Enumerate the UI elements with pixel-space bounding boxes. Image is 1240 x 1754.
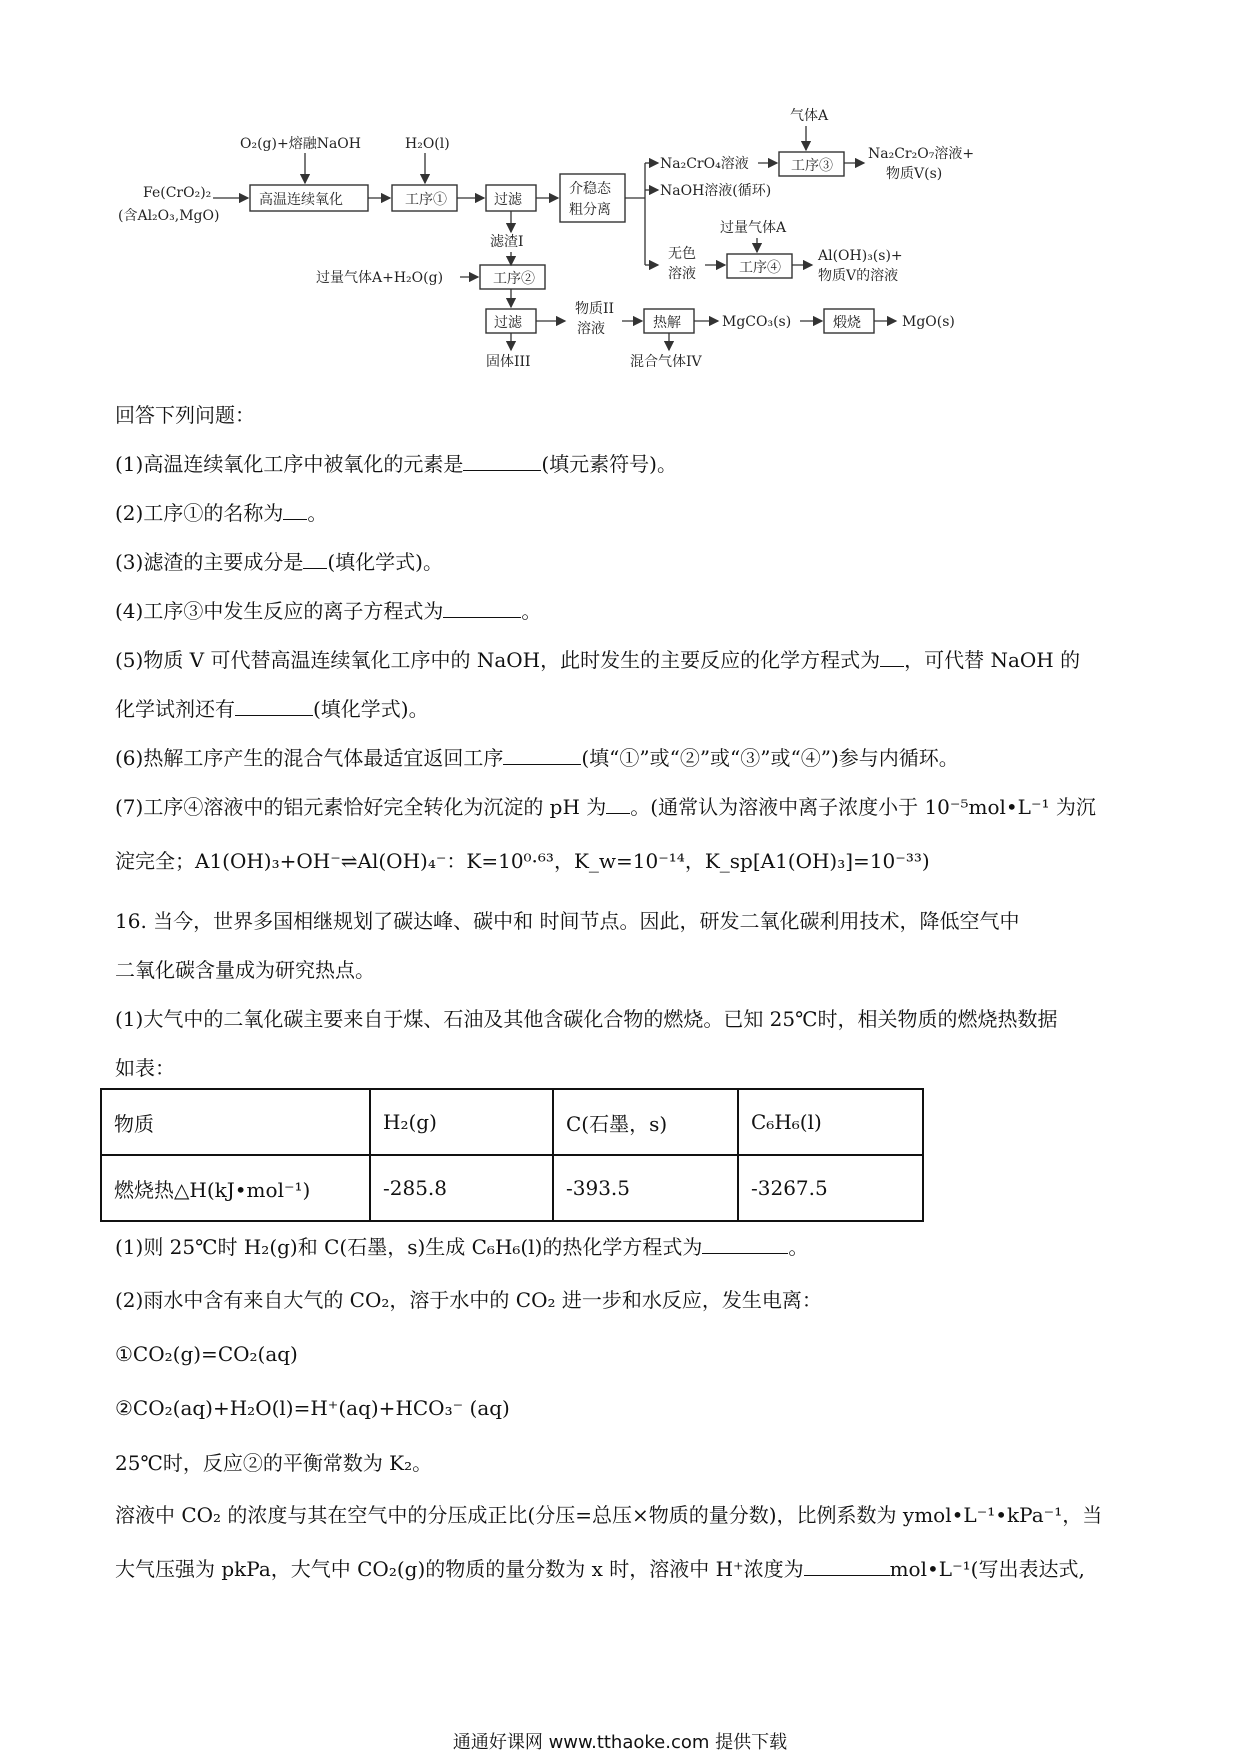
box-step2-label: 工序② <box>493 271 535 287</box>
flow-reagent2: H₂O(l) <box>405 136 450 152</box>
q16-line1: 16. 当今，世界多国相继规划了碳达峰、碳中和 时间节点。因此，研发二氧化碳利用技术，降低空气中 <box>115 909 1020 933</box>
box-filter2-label: 过滤 <box>494 315 522 331</box>
question-2 <box>115 500 1135 526</box>
q6-tail: (填“①”或“②”或“③”或“④”)参与内循环。 <box>581 746 959 770</box>
q4-tail: 。 <box>521 599 542 623</box>
q4-text: (4)工序③中发生反应的离子方程式为 <box>115 599 444 623</box>
q5-text2: 化学试剂还有 <box>115 697 235 721</box>
q7-tail: 。(通常认为溶液中离子浓度小于 10⁻⁵mol•L⁻¹ 为沉 <box>630 795 1096 819</box>
question-6 <box>115 745 1135 771</box>
box-step1-label: 工序① <box>405 192 447 208</box>
combustion-heat-table <box>100 1088 924 1222</box>
q5-tail2: (填化学式)。 <box>313 697 429 721</box>
question-7-cont <box>115 848 1135 874</box>
flow-naoh: NaOH溶液(循环) <box>660 183 772 199</box>
flow-product4-line2: 物质V的溶液 <box>818 268 899 284</box>
flow-reagent1: O₂(g)+熔融NaOH <box>240 136 361 152</box>
process-flow-diagram <box>0 0 1240 390</box>
box-oxidation-label: 高温连续氧化 <box>259 192 343 208</box>
question-4 <box>115 598 1135 624</box>
flow-mgco3: MgCO₃(s) <box>722 314 792 330</box>
q16-line2: 二氧化碳含量成为研究热点。 <box>115 958 375 982</box>
q16-p2-tail: mol•L⁻¹(写出表达式, <box>889 1557 1085 1581</box>
q2-blank <box>283 501 307 520</box>
flow-mgo: MgO(s) <box>902 314 955 330</box>
flow-product3-line1: Na₂Cr₂O₇溶液+ <box>868 146 975 162</box>
flow-svg <box>0 0 1240 390</box>
question-7 <box>115 794 1135 820</box>
q3-text: (3)滤渣的主要成分是 <box>115 550 304 574</box>
q5-tail: ，可代替 NaOH 的 <box>904 648 1081 672</box>
box-sep-line1: 介稳态 <box>569 181 611 197</box>
table-row <box>101 1089 923 1155</box>
q16-p2-line2: 溶液中 CO₂ 的浓度与其在空气中的分压成正比(分压=总压×物质的量分数)，比例系数为 ymol•L⁻¹•kPa⁻¹，当 <box>115 1503 1103 1527</box>
box-calcine-label: 煅烧 <box>833 315 861 331</box>
flow-product4-line1: Al(OH)₃(s)+ <box>818 248 903 264</box>
q16-p2-line1: (2)雨水中含有来自大气的 CO₂，溶于水中的 CO₂ 进一步和水反应，发生电离： <box>115 1288 822 1312</box>
box-pyrolysis-label: 热解 <box>653 315 681 331</box>
q2-tail: 。 <box>307 501 328 525</box>
q16-k2-line: 25℃时，反应②的平衡常数为 K₂。 <box>115 1451 433 1475</box>
table-header-cell: 物质 <box>101 1089 370 1155</box>
flow-product3-line2: 物质V(s) <box>886 166 943 182</box>
q16-p1-tail: 。 <box>788 1235 809 1259</box>
flow-sub2-line2: 溶液 <box>577 321 605 337</box>
box-step4-label: 工序④ <box>739 260 781 276</box>
flow-feed2: 过量气体A+H₂O(g) <box>316 270 444 286</box>
flow-feed: Fe(CrO₂)₂ <box>143 185 212 201</box>
flow-colorless-line2: 溶液 <box>668 266 696 282</box>
q6-blank <box>503 746 581 765</box>
question-5 <box>115 647 1135 673</box>
flow-feed-note: (含Al₂O₃,MgO) <box>118 208 220 224</box>
q16-p2-text: 大气压强为 pkPa，大气中 CO₂(g)的物质的量分数为 x 时，溶液中 H⁺浓度为 <box>115 1557 804 1581</box>
table-row <box>101 1155 923 1221</box>
q16-p1-text: (1)则 25℃时 H₂(g)和 C(石墨，s)生成 C₆H₆(l)的热化学方程式为 <box>115 1235 703 1259</box>
table-header-cell: C(石墨，s) <box>553 1089 738 1155</box>
q16-eq1: ①CO₂(g)=CO₂(aq) <box>115 1342 298 1366</box>
footer-credit: 通通好课网 www.tthaoke.com 提供下载 <box>452 1732 788 1753</box>
q1-tail: (填元素符号)。 <box>541 452 677 476</box>
q5-blank2 <box>235 697 313 716</box>
q3-tail: (填化学式)。 <box>327 550 443 574</box>
table-cell: -3267.5 <box>738 1155 923 1221</box>
table-header-cell: H₂(g) <box>370 1089 553 1155</box>
question-5-cont <box>115 696 1135 722</box>
question-3 <box>115 549 1135 575</box>
q16-eq2: ②CO₂(aq)+H₂O(l)=H⁺(aq)+HCO₃⁻ (aq) <box>115 1396 510 1420</box>
flow-residue1: 滤渣I <box>490 234 524 250</box>
q5-text: (5)物质 V 可代替高温连续氧化工序中的 NaOH，此时发生的主要反应的化学方程式为 <box>115 648 881 672</box>
intro-text: 回答下列问题： <box>115 403 255 427</box>
box-filter1-label: 过滤 <box>494 192 522 208</box>
question-1 <box>115 451 1135 477</box>
q7-text: (7)工序④溶液中的铝元素恰好完全转化为沉淀的 pH 为 <box>115 795 607 819</box>
q16-p1-blank <box>702 1235 788 1254</box>
q16-p1-question <box>115 1234 1135 1260</box>
q3-blank <box>303 550 327 569</box>
box-step3-label: 工序③ <box>791 158 833 174</box>
table-cell: -285.8 <box>370 1155 553 1221</box>
q16-p1-line1: (1)大气中的二氧化碳主要来自于煤、石油及其他含碳化合物的燃烧。已知 25℃时，相关物质的燃烧热数据 <box>115 1007 1058 1031</box>
q1-blank <box>463 452 541 471</box>
flow-excess-gas-a: 过量气体A <box>720 220 787 236</box>
flow-solid3: 固体III <box>486 354 531 370</box>
table-header-cell: C₆H₆(l) <box>738 1089 923 1155</box>
q7-blank <box>606 795 630 814</box>
q1-text: (1)高温连续氧化工序中被氧化的元素是 <box>115 452 464 476</box>
q7-equation-line: 淀完全；A1(OH)₃+OH⁻⇌Al(OH)₄⁻：K=10⁰·⁶³，K_w=10⁻¹⁴，K_sp[A1(OH)₃]=10⁻³³) <box>115 849 930 873</box>
flow-sub2-line1: 物质II <box>575 301 615 317</box>
table-cell: 燃烧热△H(kJ•mol⁻¹) <box>101 1155 370 1221</box>
table-cell: -393.5 <box>553 1155 738 1221</box>
q16-p2-line3 <box>115 1556 1135 1582</box>
flow-na2cro4: Na₂CrO₄溶液 <box>660 156 749 172</box>
q5-blank1 <box>880 648 904 667</box>
flow-colorless-line1: 无色 <box>668 246 696 262</box>
box-sep-line2: 粗分离 <box>569 202 611 218</box>
q4-blank <box>443 599 521 618</box>
q2-text: (2)工序①的名称为 <box>115 501 284 525</box>
flow-mixed-gas: 混合气体IV <box>630 354 702 370</box>
q16-p1-line2: 如表： <box>115 1056 175 1080</box>
q16-p2-blank <box>804 1557 890 1576</box>
q6-text: (6)热解工序产生的混合气体最适宜返回工序 <box>115 746 504 770</box>
flow-gas-a: 气体A <box>790 108 829 124</box>
